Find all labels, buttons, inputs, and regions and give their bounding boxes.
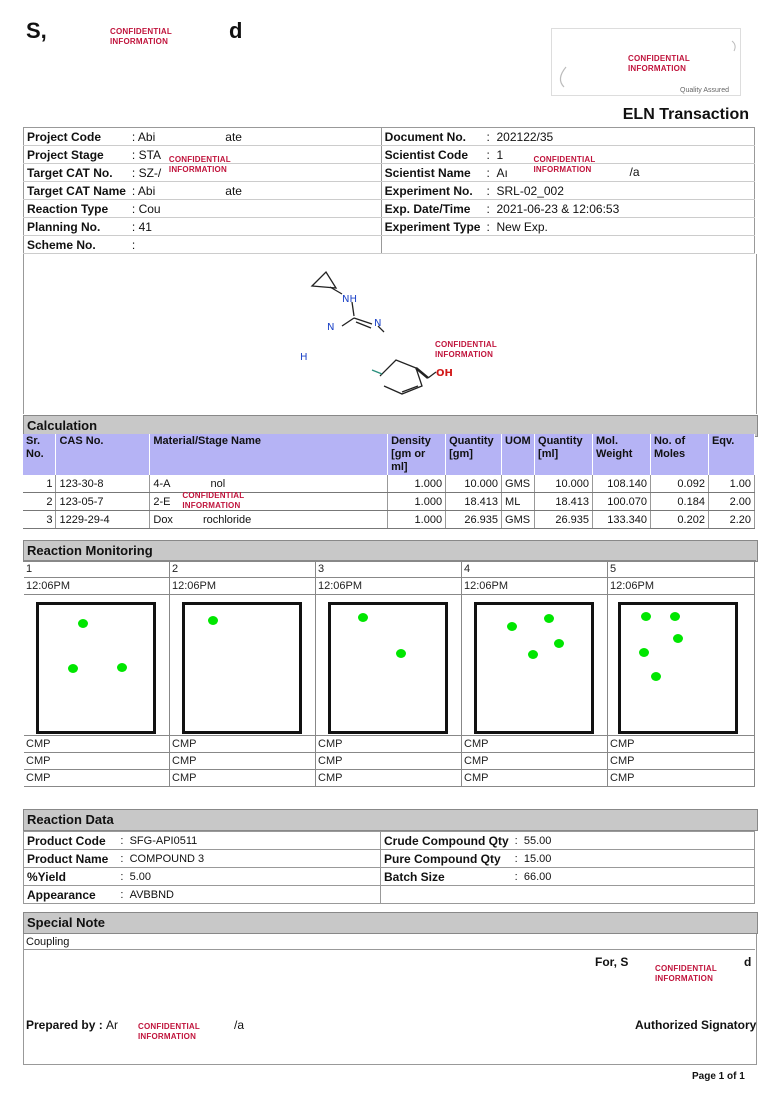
rd-value: : 55.00 xyxy=(512,832,755,850)
tlc-spot xyxy=(208,616,218,625)
rd-label: Product Name xyxy=(24,850,118,868)
tlc-spot xyxy=(651,672,661,681)
cell-cas: 1229-29-4 xyxy=(56,511,150,529)
info-label: Document No. xyxy=(381,128,483,146)
tlc-plate-frame xyxy=(618,602,738,734)
tlc-label: CMP xyxy=(462,736,607,753)
calculation-header-row xyxy=(23,434,755,475)
tlc-spot xyxy=(670,612,680,621)
tlc-spot xyxy=(78,619,88,628)
company-logo xyxy=(551,28,741,96)
calculation-table xyxy=(23,434,755,529)
info-value: : 202122/35 xyxy=(483,128,754,146)
reaction-data-row xyxy=(24,850,755,868)
info-row xyxy=(24,164,755,182)
info-value: : 2021-06-23 & 12:06:53 xyxy=(483,200,754,218)
info-label: Experiment No. xyxy=(381,182,483,200)
tlc-column-1 xyxy=(24,561,170,787)
prepared-by-label: Prepared by : Ar xyxy=(26,1018,119,1032)
page-title: ELN Transaction xyxy=(622,106,749,123)
info-row xyxy=(24,236,755,254)
page-number: Page 1 of 1 xyxy=(692,1071,745,1082)
confidential-stamp: CONFIDENTIAL INFORMATION xyxy=(138,1022,200,1041)
tlc-time: 12:06PM xyxy=(608,578,754,595)
confidential-stamp: CONFIDENTIAL INFORMATION xyxy=(110,27,172,46)
cell-eqv: 2.20 xyxy=(708,511,754,529)
cell-uom: ML xyxy=(502,493,535,511)
tlc-label: CMP xyxy=(170,736,315,753)
rd-label: Batch Size xyxy=(381,868,512,886)
col-eqv: Eqv. xyxy=(708,434,754,475)
cell-mw: 100.070 xyxy=(593,493,651,511)
tlc-plate-frame xyxy=(36,602,156,734)
tlc-label: CMP xyxy=(24,753,169,770)
logo-caption: Quality Assured xyxy=(680,87,730,94)
confidential-stamp: CONFIDENTIAL INFORMATION xyxy=(168,155,231,174)
info-label: Project Code xyxy=(24,128,129,146)
rd-value: : 66.00 xyxy=(512,868,755,886)
info-value: : SRL-02_002 xyxy=(483,182,754,200)
tlc-label: CMP xyxy=(462,753,607,770)
tlc-spot xyxy=(396,649,406,658)
tlc-plate xyxy=(24,595,169,736)
reaction-monitoring-section-title: Reaction Monitoring xyxy=(23,540,758,562)
project-info-table xyxy=(23,127,755,254)
cell-density: 1.000 xyxy=(388,493,446,511)
nh-label: NH xyxy=(342,294,357,305)
reaction-data-row xyxy=(24,868,755,886)
table-row xyxy=(23,511,755,529)
cell-qty-ml: 10.000 xyxy=(535,475,593,493)
cell-density: 1.000 xyxy=(388,511,446,529)
cell-cas: 123-30-8 xyxy=(56,475,150,493)
reaction-data-row xyxy=(24,832,755,850)
cell-mw: 108.140 xyxy=(593,475,651,493)
cell-sr: 2 xyxy=(23,493,56,511)
rd-value-empty xyxy=(512,886,755,904)
nitrogen-label: N xyxy=(327,322,335,333)
info-label: Scientist Code xyxy=(381,146,483,164)
table-row xyxy=(23,493,755,511)
col-cas-no: CAS No. xyxy=(56,434,150,475)
col-mol-weight: Mol. Weight xyxy=(593,434,651,475)
hydroxyl-label: OH xyxy=(436,368,453,379)
col-quantity-ml: Quantity [ml] xyxy=(535,434,593,475)
tlc-time: 12:06PM xyxy=(316,578,461,595)
info-value: : Aı CONFIDENTIAL INFORMATION /a xyxy=(483,164,754,182)
rd-value: : SFG-API0511 xyxy=(117,832,380,850)
reaction-data-section-title: Reaction Data xyxy=(23,809,758,831)
info-value: : SZ-/ CONFIDENTIAL INFORMATION xyxy=(129,164,381,182)
cell-sr: 1 xyxy=(23,475,56,493)
confidential-stamp: CONFIDENTIAL INFORMATION xyxy=(435,340,497,359)
rd-value: : 5.00 xyxy=(117,868,380,886)
reaction-data-table xyxy=(23,831,755,904)
tlc-plate xyxy=(170,595,315,736)
cell-material: 2-E CONFIDENTIAL INFORMATION xyxy=(150,493,388,511)
cell-uom: GMS xyxy=(502,475,535,493)
cell-qty-gm: 18.413 xyxy=(446,493,502,511)
info-row xyxy=(24,200,755,218)
tlc-spot xyxy=(68,664,78,673)
tlc-plate-frame xyxy=(474,602,594,734)
cell-qty-ml: 18.413 xyxy=(535,493,593,511)
tlc-spot xyxy=(554,639,564,648)
cell-moles: 0.184 xyxy=(650,493,708,511)
rd-label: Pure Compound Qty xyxy=(381,850,512,868)
logo-confidential-stamp: CONFIDENTIAL INFORMATION xyxy=(628,54,690,73)
info-label: Planning No. xyxy=(24,218,129,236)
info-label: Experiment Type xyxy=(381,218,483,236)
col-quantity-gm: Quantity [gm] xyxy=(446,434,502,475)
tlc-label: CMP xyxy=(608,736,754,753)
tlc-plate-frame xyxy=(328,602,448,734)
tlc-column-3 xyxy=(316,561,462,787)
cell-sr: 3 xyxy=(23,511,56,529)
tlc-label: CMP xyxy=(170,770,315,787)
rd-label: Appearance xyxy=(24,886,118,904)
col-material-name: Material/Stage Name xyxy=(150,434,388,475)
rd-label-empty xyxy=(381,886,512,904)
prepared-by-tail: /a xyxy=(234,1018,245,1032)
tlc-time: 12:06PM xyxy=(462,578,607,595)
tlc-label: CMP xyxy=(608,753,754,770)
info-value: : Cou xyxy=(129,200,381,218)
authorized-signatory: Authorized Signatory xyxy=(635,1018,757,1032)
confidential-stamp: CONFIDENTIAL INFORMATION xyxy=(655,964,717,983)
info-value: : New Exp. xyxy=(483,218,754,236)
company-name-start: S, xyxy=(26,18,47,43)
cell-moles: 0.202 xyxy=(650,511,708,529)
reaction-monitoring-grid xyxy=(23,560,756,784)
info-label: Project Stage xyxy=(24,146,129,164)
tlc-label: CMP xyxy=(24,770,169,787)
cell-qty-gm: 26.935 xyxy=(446,511,502,529)
info-value: : 1 xyxy=(483,146,754,164)
rd-label: %Yield xyxy=(24,868,118,886)
info-label: Target CAT Name xyxy=(24,182,129,200)
col-uom: UOM xyxy=(502,434,535,475)
rd-value: : 15.00 xyxy=(512,850,755,868)
info-row xyxy=(24,128,755,146)
col-sr-no: Sr. No. xyxy=(23,434,56,475)
tlc-label: CMP xyxy=(316,736,461,753)
tlc-spot xyxy=(639,648,649,657)
tlc-column-4 xyxy=(462,561,608,787)
col-no-of-moles: No. of Moles xyxy=(650,434,708,475)
tlc-plate xyxy=(316,595,461,736)
reaction-scheme xyxy=(23,254,757,414)
tlc-label: CMP xyxy=(24,736,169,753)
cell-eqv: 1.00 xyxy=(708,475,754,493)
tlc-label: CMP xyxy=(608,770,754,787)
tlc-number: 1 xyxy=(24,561,169,578)
cell-eqv: 2.00 xyxy=(708,493,754,511)
info-value: : Abi ate xyxy=(129,128,381,146)
tlc-label: CMP xyxy=(316,753,461,770)
tlc-plate-frame xyxy=(182,602,302,734)
tlc-plate xyxy=(608,595,754,736)
nitrogen-label: N xyxy=(374,318,382,329)
table-row xyxy=(23,475,755,493)
tlc-column-2 xyxy=(170,561,316,787)
tlc-number: 5 xyxy=(608,561,754,578)
info-label-empty xyxy=(381,236,483,254)
tlc-plate xyxy=(462,595,607,736)
tlc-time: 12:06PM xyxy=(170,578,315,595)
cell-material: Dox rochloride xyxy=(150,511,388,529)
tlc-spot xyxy=(641,612,651,621)
info-value: : xyxy=(129,236,381,254)
tlc-spot xyxy=(507,622,517,631)
info-row xyxy=(24,146,755,164)
cell-uom: GMS xyxy=(502,511,535,529)
hydrogen-label: H xyxy=(300,352,308,363)
rd-label: Crude Compound Qty xyxy=(381,832,512,850)
cell-qty-ml: 26.935 xyxy=(535,511,593,529)
rd-value: : AVBBND xyxy=(117,886,380,904)
tlc-number: 4 xyxy=(462,561,607,578)
info-value-empty xyxy=(483,236,754,254)
chemical-structure-icon xyxy=(24,254,756,414)
confidential-stamp: CONFIDENTIAL INFORMATION xyxy=(182,491,245,510)
special-note-section-title: Special Note xyxy=(23,912,758,934)
tlc-spot xyxy=(544,614,554,623)
info-value: : Abi ate xyxy=(129,182,381,200)
info-value: : 41 xyxy=(129,218,381,236)
tlc-spot xyxy=(358,613,368,622)
company-name-end: d xyxy=(229,18,243,43)
reaction-data-row xyxy=(24,886,755,904)
info-row xyxy=(24,218,755,236)
info-label: Scientist Name xyxy=(381,164,483,182)
info-label: Scheme No. xyxy=(24,236,129,254)
cell-cas: 123-05-7 xyxy=(56,493,150,511)
cell-qty-gm: 10.000 xyxy=(446,475,502,493)
for-company-tail: d xyxy=(744,955,752,969)
calculation-section-title: Calculation xyxy=(23,415,758,437)
tlc-label: CMP xyxy=(170,753,315,770)
confidential-stamp: CONFIDENTIAL INFORMATION xyxy=(533,155,596,174)
divider xyxy=(23,949,755,950)
info-label: Reaction Type xyxy=(24,200,129,218)
tlc-column-5 xyxy=(608,561,755,787)
cell-moles: 0.092 xyxy=(650,475,708,493)
tlc-spot xyxy=(673,634,683,643)
tlc-number: 2 xyxy=(170,561,315,578)
tlc-spot xyxy=(117,663,127,672)
col-density: Density [gm or ml] xyxy=(388,434,446,475)
cell-material: 4-A nol xyxy=(150,475,388,493)
info-label: Exp. Date/Time xyxy=(381,200,483,218)
info-value: : STA xyxy=(129,146,381,164)
info-row xyxy=(24,182,755,200)
special-note-text: Coupling xyxy=(26,936,70,948)
tlc-number: 3 xyxy=(316,561,461,578)
rd-value: : COMPOUND 3 xyxy=(117,850,380,868)
cell-density: 1.000 xyxy=(388,475,446,493)
info-label: Target CAT No. xyxy=(24,164,129,182)
tlc-spot xyxy=(528,650,538,659)
for-company-label: For, S xyxy=(595,955,629,969)
rd-label: Product Code xyxy=(24,832,118,850)
tlc-label: CMP xyxy=(316,770,461,787)
cell-mw: 133.340 xyxy=(593,511,651,529)
tlc-label: CMP xyxy=(462,770,607,787)
tlc-time: 12:06PM xyxy=(24,578,169,595)
special-note-box xyxy=(23,934,757,1065)
